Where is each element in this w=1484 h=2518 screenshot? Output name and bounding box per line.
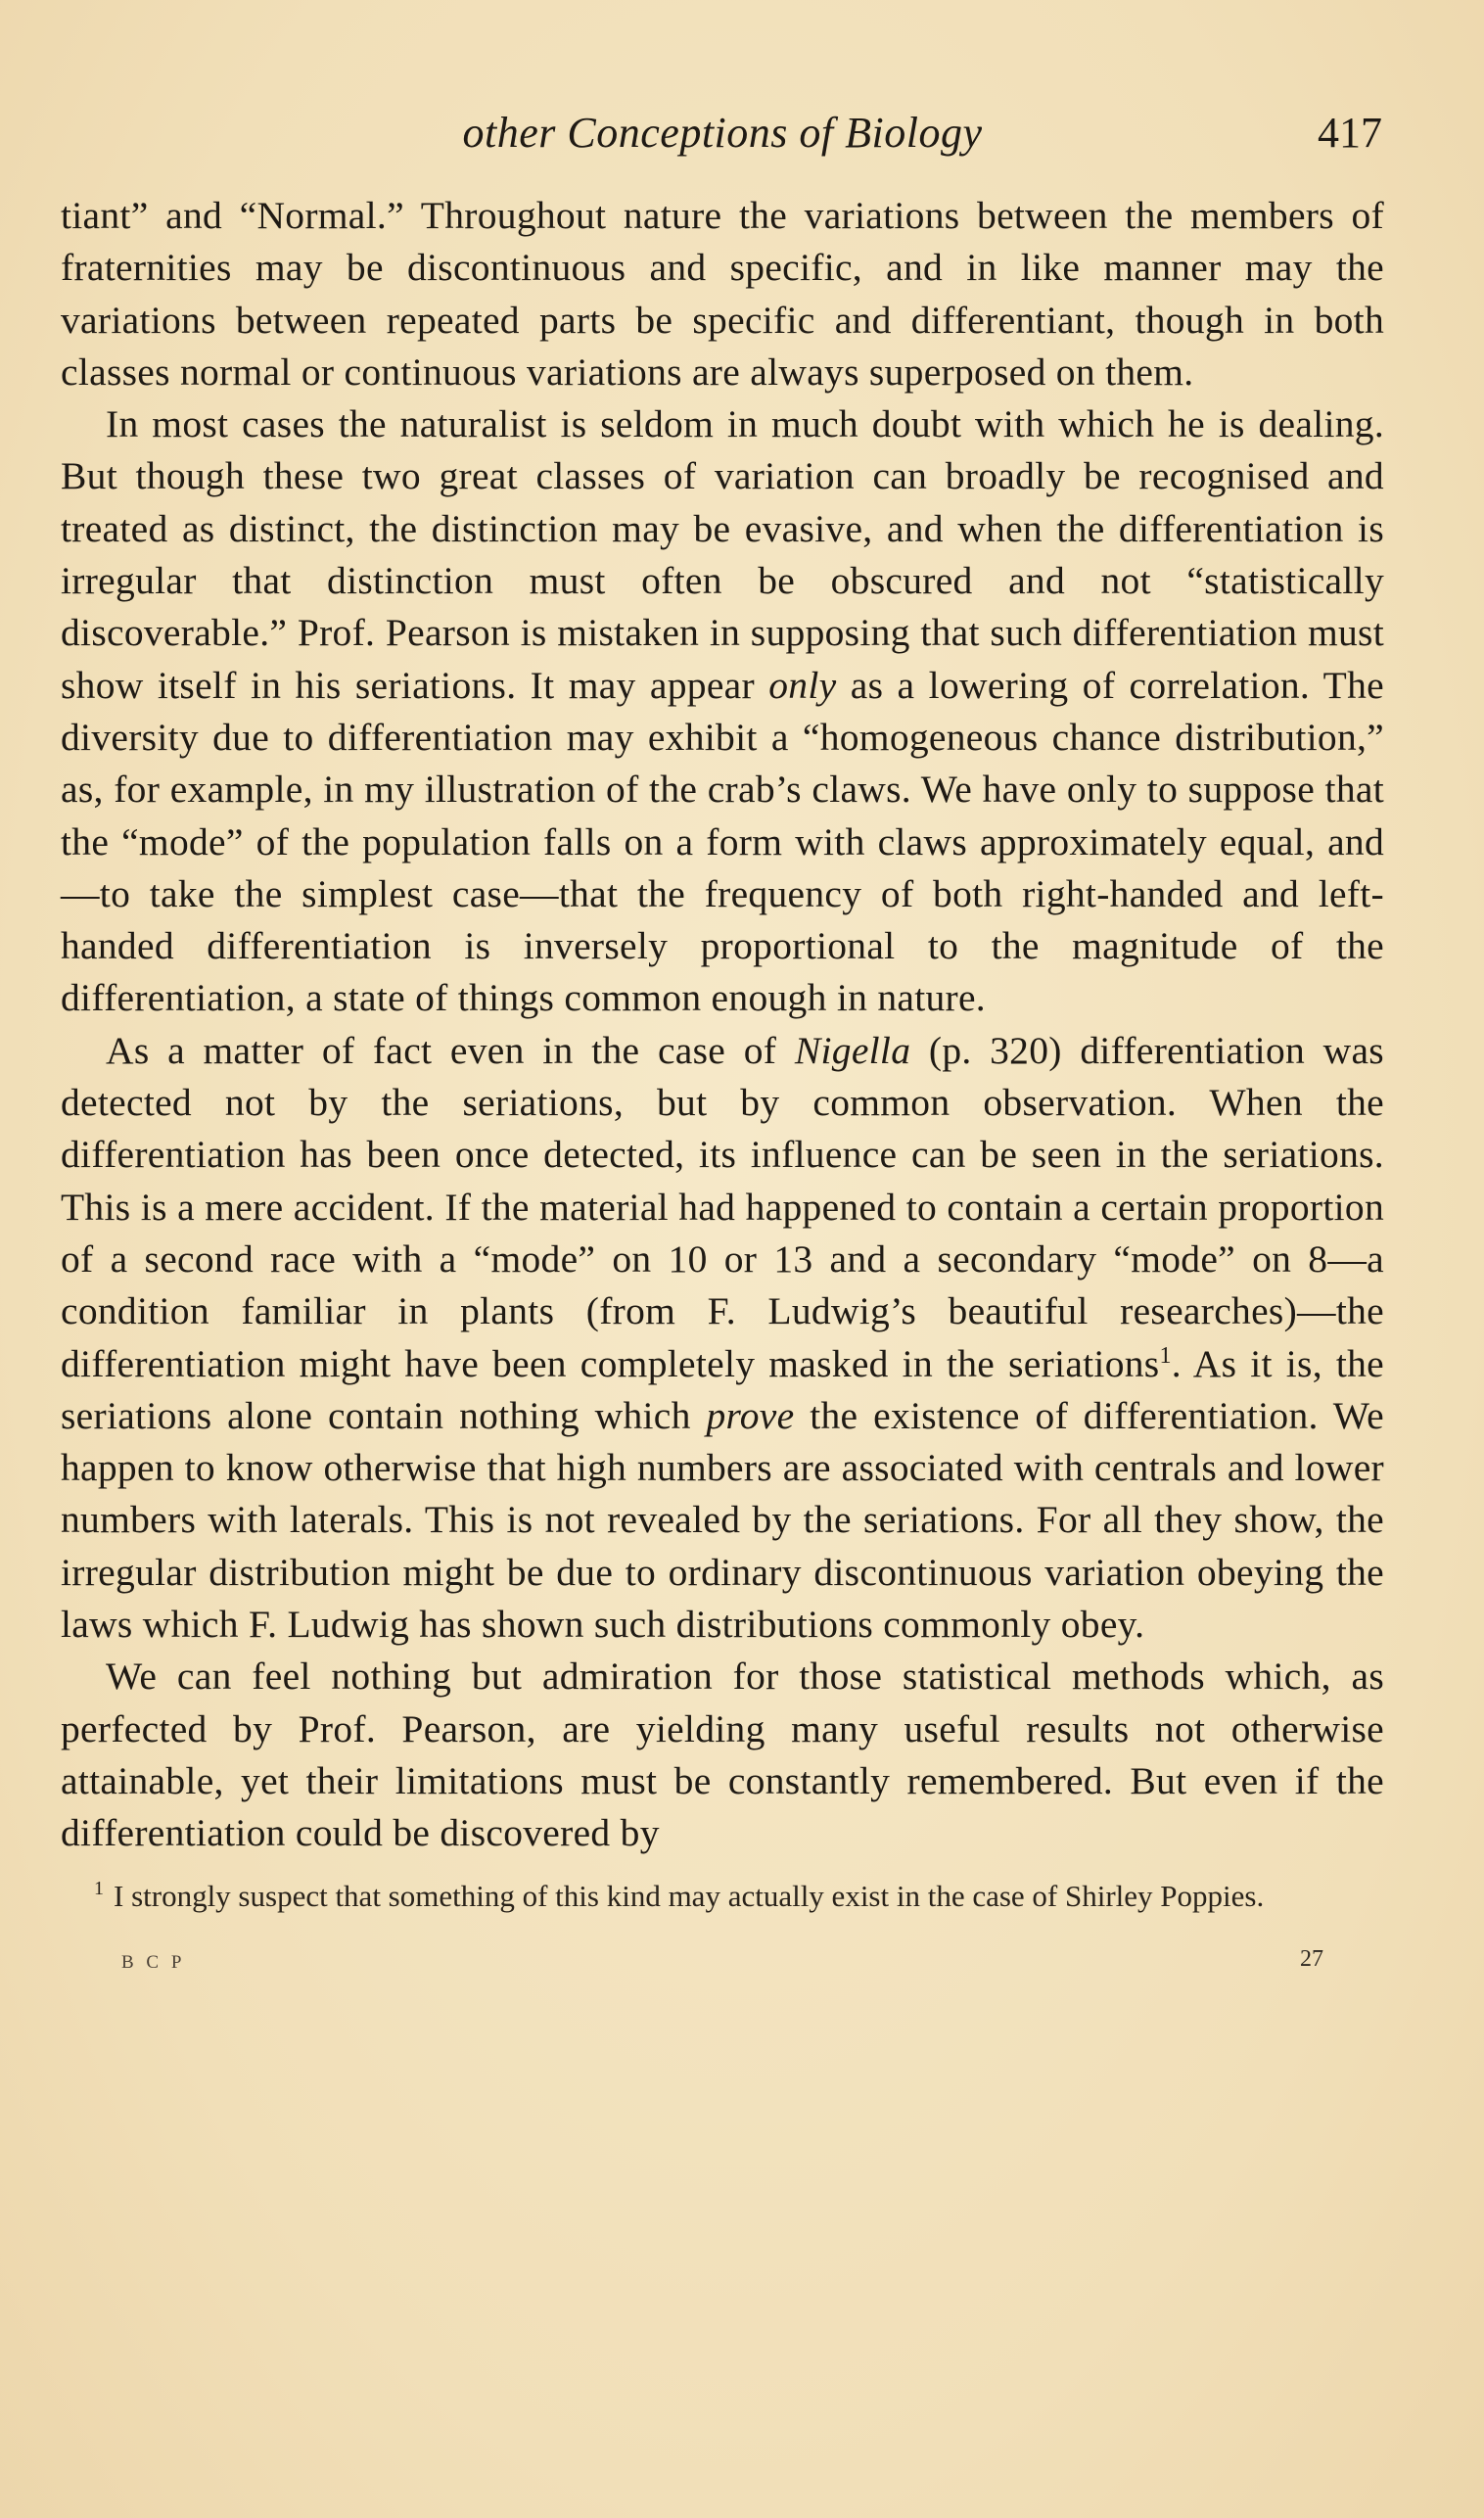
paragraph-2-emphasis: only <box>768 663 837 707</box>
footnote-reference[interactable]: 1 <box>1159 1342 1172 1369</box>
book-page <box>61 108 1384 1985</box>
paragraph-3 <box>61 1025 1384 1652</box>
running-title: other Conceptions of Biology <box>462 109 983 157</box>
paragraph-4-text: We can feel nothing but admiration for those statistical methods which, as perfected by Prof. Pearson, are yielding many useful results not otherwise attainable, yet their limitations must be constantly remembered. But even if the differentiation could be discovered by <box>61 1655 1384 1855</box>
paragraph-3-text-a: As a matter of fact even in the case of <box>106 1028 777 1072</box>
paragraph-1-text: tiant” and “Normal.” Throughout nature the variations between the members of fraternities may be discontinuous and specific, and in like manner may the variations between repeated parts be specific and differentiant, though in both classes normal or continuous variations are always superposed on them. <box>61 194 1384 394</box>
paragraph-2 <box>61 398 1384 1025</box>
paragraph-4 <box>61 1651 1384 1859</box>
paragraph-3-text-d: the existence of differentiation. We happen to know otherwise that high numbers are associated with centrals and lower numbers with laterals. This is not revealed by the seriations. For all they show, the irregular distribution might be due to ordinary discontinuous variation obeying the laws which F. Ludwig has shown such distributions commonly obey. <box>61 1393 1384 1647</box>
paragraph-2-text-b: as a lowering of correlation. The diversity due to differentiation may exhibit a “homogeneous chance distribution,” as, for example, in my illustration of the crab’s claws. We have only to suppose that the “mode” of the population falls on a form with claws approximately equal, and—to take the simplest case—that the frequency of both right-handed and left-handed differentiation is inversely proportional to the magnitude of the differentiation, a state of things common enough in nature. <box>61 663 1384 1020</box>
paragraph-3-text-b: (p. 320) differentiation was detected not by the seriations, but by common observation. When the differentiation has been once detected, its influence can be seen in the seriations. This is a mere accident. If the material had happened to contain a certain proportion of a second race with a “mode” on 10 or 13 and a secondary “mode” on 8—a condition familiar in plants (from F. Ludwig’s beautiful researches)—the differentiation might have been completely masked in the seriations <box>61 1028 1384 1385</box>
footnote-separator <box>61 1860 1384 1870</box>
page-header <box>61 108 1384 176</box>
page-number: 417 <box>1318 109 1382 157</box>
footnote-marker: 1 <box>94 1878 104 1900</box>
footnote <box>61 1876 1384 1917</box>
paragraph-2-text-a: In most cases the naturalist is seldom in much doubt with which he is dealing. But though these two great classes of variation can broadly be recognised and treated as distinct, the distinction may be evasive, and when the differentiation is irregular that distinction must often be obscured and not “statistically discoverable.” Prof. Pearson is mistaken in supposing that such differentiation must show itself in his seriations. It may appear <box>61 402 1384 707</box>
printer-signature: B C P <box>121 1951 186 1973</box>
paragraph-1 <box>61 190 1384 398</box>
page-footer <box>61 1946 1384 1985</box>
footnote-text: I strongly suspect that something of this kind may actually exist in the case of Shirley Poppies. <box>114 1878 1265 1913</box>
sheet-number: 27 <box>1300 1945 1323 1972</box>
paragraph-3-text-c: . As it is, the seriations alone contain nothing which <box>61 1341 1384 1437</box>
paragraph-3-emphasis-prove: prove <box>706 1393 795 1437</box>
body-text <box>61 190 1384 1860</box>
paragraph-3-emphasis-nigella: Nigella <box>794 1028 911 1072</box>
